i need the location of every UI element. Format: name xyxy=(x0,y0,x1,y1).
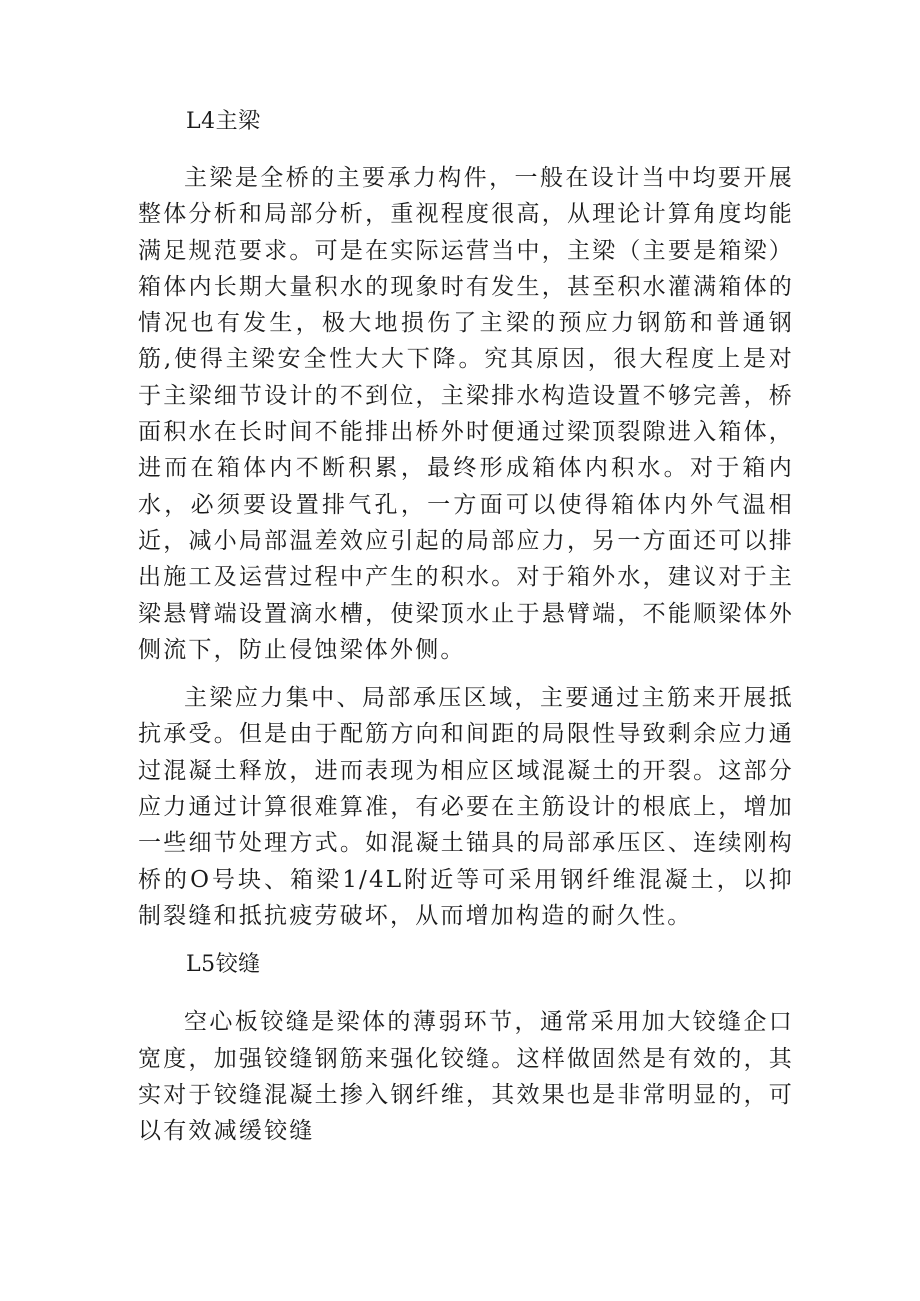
document-body xyxy=(138,105,794,1161)
section-heading-hinge-joint: L5铰缝 xyxy=(186,952,261,978)
paragraph-main-beam-drainage: 主梁是全桥的主要承力构件，一般在设计当中均要开展整体分析和局部分析，重视程度很高，从理论计算角度均能满足规范要求。可是在实际运营当中，主梁（主要是箱梁）箱体内长期大量积水的现象时有发生，甚至积水灌满箱体的情况也有发生，极大地损伤了主梁的预应力钢筋和普通钢筋,使得主梁安全性大大下降。究其原因，很大程度上是对于主梁细节设计的不到位，主梁排水构造设置不够完善，桥面积水在长时间不能排出桥外时便通过梁顶裂隙进入箱体，进而在箱体内不断积累，最终形成箱体内积水。对于箱内水，必须要设置排气孔，一方面可以使得箱体内外气温相近，减小局部温差效应引起的局部应力，另一方面还可以排出施工及运营过程中产生的积水。对于箱外水，建议对于主梁悬臂端设置滴水槽，使梁顶水止于悬臂端，不能顺梁体外侧流下，防止侵蚀梁体外侧。 xyxy=(138,165,794,663)
paragraph-hinge-joint: 空心板铰缝是梁体的薄弱环节，通常采用加大铰缝企口宽度，加强铰缝钢筋来强化铰缝。这样做固然是有效的，其实对于铰缝混凝土掺入钢纤维，其效果也是非常明显的，可以有效减缓铰缝 xyxy=(138,1009,794,1145)
paragraph-main-beam-stress: 主梁应力集中、局部承压区域，主要通过主筋来开展抵抗承受。但是由于配筋方向和间距的局限性导致剩余应力通过混凝土释放，进而表现为相应区域混凝土的开裂。这部分应力通过计算很难算准，有必要在主筋设计的根底上，增加一些细节处理方式。如混凝土锚具的局部承压区、连续刚构桥的O号块、箱梁1/4L附近等可采用钢纤维混凝土，以抑制裂缝和抵抗疲劳破坏，从而增加构造的耐久性。 xyxy=(138,685,794,929)
section-heading-main-beam: L4主梁 xyxy=(186,109,261,134)
